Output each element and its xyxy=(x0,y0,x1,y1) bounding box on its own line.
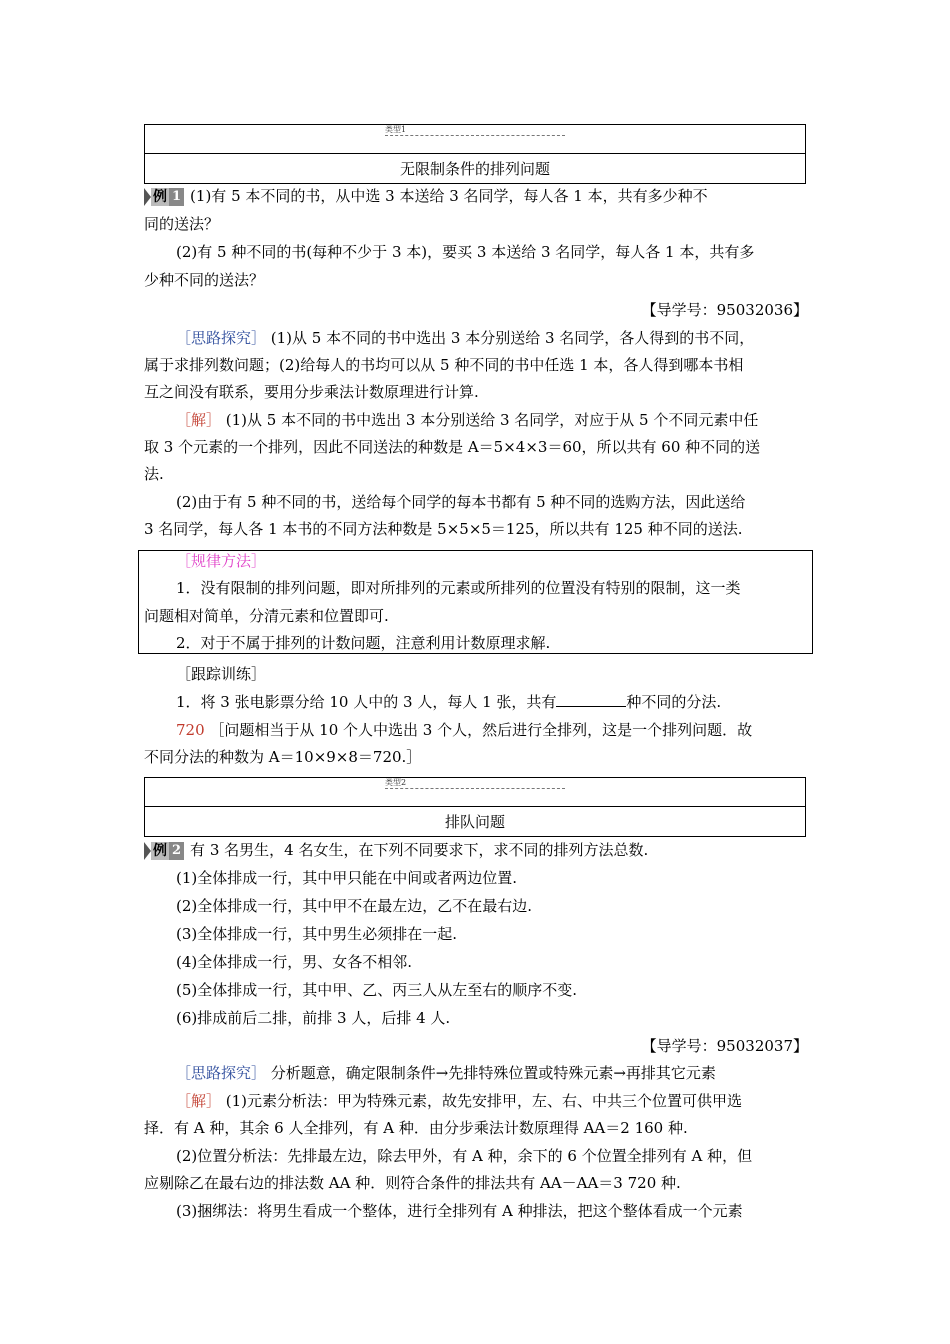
ex1-sol-line2: 取 3 个元素的一个排列，因此不同送法的种数是 A＝5×4×3＝60，所以共有 60 种不同的送 xyxy=(144,438,761,456)
type2-tag-row xyxy=(145,778,805,807)
type1-tag-row xyxy=(145,125,805,154)
ex1-think-line1: ［思路探究］ (1)从 5 本不同的书中选出 3 本分别送给 3 名同学，各人得到的书不同， xyxy=(176,329,755,347)
ex2-sol2-line1: (2)位置分析法：先排最左边，除去甲外，有 A 种，余下的 6 个位置全排列有 A 种，但 xyxy=(176,1147,753,1165)
track-answer-line2: 不同分法的种数为 A＝10×9×8＝720.］ xyxy=(144,748,422,766)
ex2-sol1-line1: ［解］ (1)元素分析法：甲为特殊元素，故先安排甲，左、右、中共三个位置可供甲选 xyxy=(176,1092,743,1110)
ex2-sol3-line1: (3)捆绑法：将男生看成一个整体，进行全排列有 A 种排法，把这个整体看成一个元素 xyxy=(176,1202,743,1220)
track-answer: 720 xyxy=(176,721,205,739)
rules-r1-line1: 1．没有限制的排列问题，即对所排列的元素或所排列的位置没有特别的限制，这一类 xyxy=(176,579,741,597)
example-badge: 例 1 xyxy=(144,188,184,206)
answer-blank xyxy=(556,692,626,707)
ex2-intro: 例 2 有 3 名男生，4 名女生，在下列不同要求下，求不同的排列方法总数. xyxy=(144,840,808,860)
rules-label: ［规律方法］ xyxy=(176,552,267,570)
type2-tag: 类型2 xyxy=(385,778,565,789)
rules-r2: 2．对于不属于排列的计数问题，注意利用计数原理求解. xyxy=(176,634,551,652)
ex2-item-6: (6)排成前后二排，前排 3 人，后排 4 人. xyxy=(176,1009,451,1027)
ex2-sol2-line2: 应剔除乙在最右边的排法数 AA 种．则符合条件的排法共有 AA－AA＝3 720 种. xyxy=(144,1174,681,1192)
ex1-think-line2: 属于求排列数问题；(2)给每人的书均可以从 5 种不同的书中任选 1 本，各人得到哪本书相 xyxy=(144,356,744,374)
track-answer-line1: 720 ［问题相当于从 10 个人中选出 3 个人，然后进行全排列，这是一个排列问题．故 xyxy=(176,721,753,739)
ex2-item-1: (1)全体排成一行，其中甲只能在中间或者两边位置. xyxy=(176,869,518,887)
type2-title: 排队问题 xyxy=(444,813,505,831)
track-question: 1．将 3 张电影票分给 10 人中的 3 人，每人 1 张，共有 种不同的分法. xyxy=(176,693,722,711)
ex1-q1-line1: 例 1 (1)有 5 本不同的书，从中选 3 本送给 3 名同学，每人各 1 本，共有多少种不 xyxy=(144,186,808,206)
ex1-q2-line2: 少种不同的送法？ xyxy=(144,271,265,289)
think-label: ［思路探究］ xyxy=(176,329,267,347)
type1-header-box xyxy=(144,124,806,184)
ex1-q2-line1: (2)有 5 种不同的书(每种不少于 3 本)，要买 3 本送给 3 名同学，每人各 1 本，共有多 xyxy=(176,243,755,261)
think-label: ［思路探究］ xyxy=(176,1064,267,1082)
type2-header-box xyxy=(144,777,806,837)
triangle-icon xyxy=(144,188,151,206)
ex1-sol2-line1: (2)由于有 5 种不同的书，送给每个同学的每本书都有 5 种不同的选购方法，因此送给 xyxy=(176,493,746,511)
ex2-item-5: (5)全体排成一行，其中甲、乙、丙三人从左至右的顺序不变. xyxy=(176,981,578,999)
triangle-icon xyxy=(144,842,151,860)
example-badge: 例 2 xyxy=(144,842,184,860)
ex1-sol-line3: 法. xyxy=(144,465,164,483)
type1-tag: 类型1 xyxy=(385,125,565,136)
ex1-think-line3: 互之间没有联系，要用分步乘法计数原理进行计算. xyxy=(144,383,479,401)
ex1-q1-line2: 同的送法？ xyxy=(144,215,220,233)
ex2-item-3: (3)全体排成一行，其中男生必须排在一起. xyxy=(176,925,458,943)
solution-label: ［解］ xyxy=(176,411,222,429)
ex2-item-2: (2)全体排成一行，其中甲不在最左边，乙不在最右边. xyxy=(176,897,533,915)
ex2-think: ［思路探究］ 分析题意，确定限制条件→先排特殊位置或特殊元素→再排其它元素 xyxy=(176,1064,716,1082)
ex1-sol-line1: ［解］ (1)从 5 本不同的书中选出 3 本分别送给 3 名同学，对应于从 5 个不同元素中任 xyxy=(176,411,759,429)
rules-r1-line2: 问题相对简单，分清元素和位置即可. xyxy=(144,607,389,625)
ex2-guide-number: 【导学号：95032037】 xyxy=(641,1037,808,1055)
ex2-item-4: (4)全体排成一行，男、女各不相邻. xyxy=(176,953,413,971)
ex1-guide-number: 【导学号：95032036】 xyxy=(641,301,808,319)
track-label: ［跟踪训练］ xyxy=(176,665,267,683)
type1-title: 无限制条件的排列问题 xyxy=(399,160,550,178)
solution-label: ［解］ xyxy=(176,1092,222,1110)
ex2-sol1-line2: 择．有 A 种，其余 6 人全排列，有 A 种．由分步乘法计数原理得 AA＝2 160 种. xyxy=(144,1119,688,1137)
ex1-sol2-line2: 3 名同学，每人各 1 本书的不同方法种数是 5×5×5＝125，所以共有 125 种不同的送法. xyxy=(144,520,743,538)
